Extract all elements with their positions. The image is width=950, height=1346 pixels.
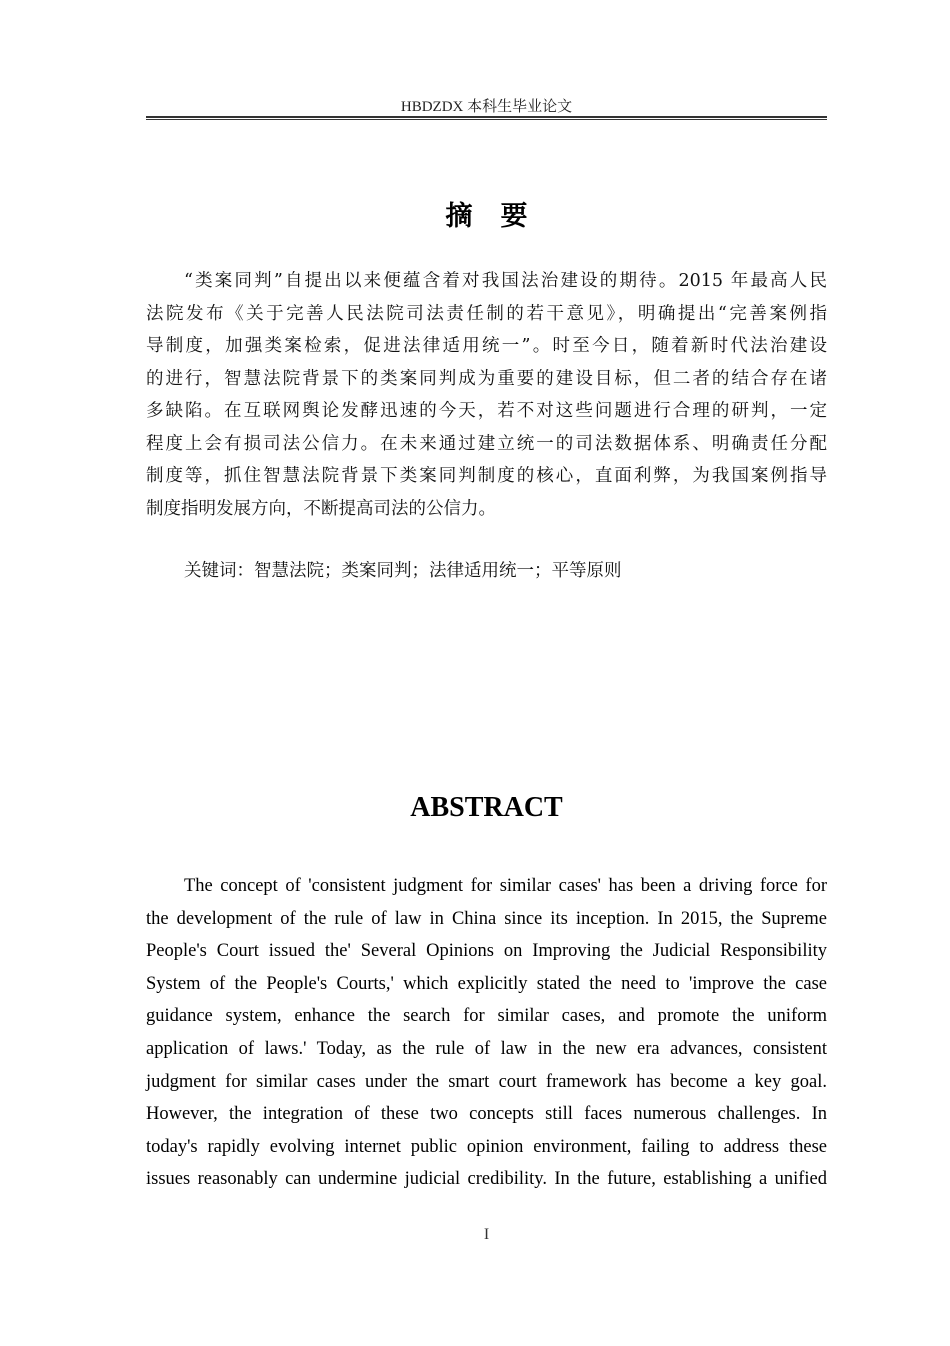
paragraph-line: System of the People's Courts,' which explicitly stated the need to 'improve the case [146,973,827,994]
paragraph-line: People's Court issued the' Several Opinions on Improving the Judicial Responsibility [146,941,827,962]
abstract-en-body [146,870,827,1196]
paragraph-line: 法院发布《关于完善人民法院司法责任制的若干意见》，明确提出“完善案例指 [146,303,827,324]
header-double-rule [146,116,827,120]
paragraph-line: today's rapidly evolving internet public opinion environment, failing to address these [146,1136,827,1157]
paragraph-line: guidance system, enhance the search for similar cases, and promote the uniform [146,1006,827,1027]
paragraph-line: issues reasonably can undermine judicial credibility. In the future, establishing a unified [146,1169,827,1190]
paragraph-line: 程度上会有损司法公信力。在未来通过建立统一的司法数据体系、明确责任分配 [146,433,827,454]
paragraph-line: 制度等，抓住智慧法院背景下类案同判制度的核心，直面利弊，为我国案例指导 [146,466,827,486]
paragraph-line: The concept of 'consistent judgment for similar cases' has been a driving force for [184,876,827,896]
paragraph-line: application of laws.' Today, as the rule of law in the new era advances, consistent [146,1038,827,1059]
paragraph-line: judgment for similar cases under the smart court framework has become a key goal. [146,1071,827,1092]
paragraph-line: the development of the rule of law in China since its inception. In 2015, the Supreme [146,908,827,929]
paragraph-line: 的进行，智慧法院背景下的类案同判成为重要的建设目标，但二者的结合存在诸 [146,368,827,389]
paragraph-line: 制度指明发展方向，不断提高司法的公信力。 [146,498,496,519]
paragraph-line: However, the integration of these two concepts still faces numerous challenges. In [146,1104,827,1125]
abstract-cn-title: 摘要 [445,201,556,232]
paragraph-line: “类案同判”自提出以来便蕴含着对我国法治建设的期待。2015 年最高人民 [184,271,827,291]
page-number: I [483,1226,490,1243]
abstract-cn-body [146,265,827,525]
abstract-en-title: ABSTRACT [410,792,563,823]
paragraph-line: 导制度，加强类案检索，促进法律适用统一”。时至今日，随着新时代法治建设 [146,336,827,356]
running-header: HBDZDX 本科生毕业论文 [400,99,573,115]
paragraph-line: 多缺陷。在互联网舆论发酵迅速的今天，若不对这些问题进行合理的研判，一定 [146,401,827,421]
keywords: 关键词：智慧法院；类案同判；法律适用统一；平等原则 [184,561,622,581]
